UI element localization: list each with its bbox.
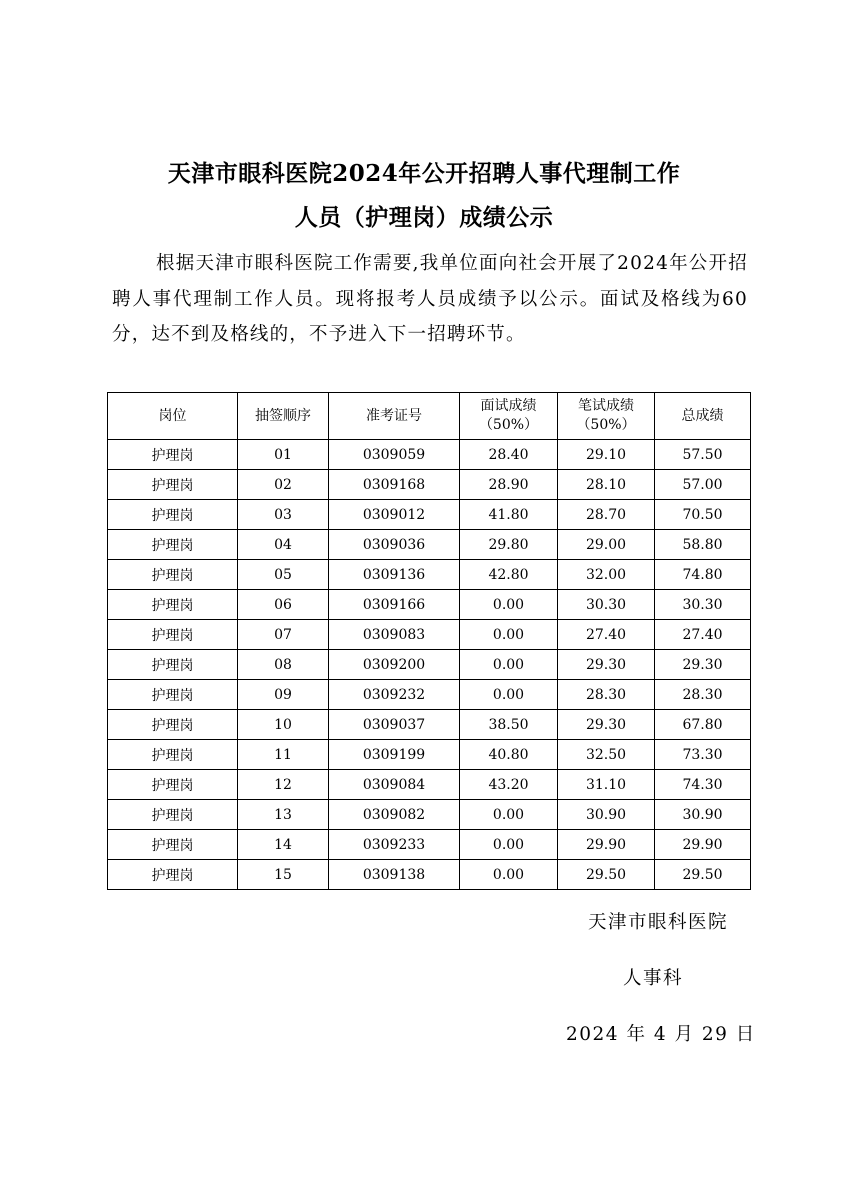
cell-interview-score: 43.20 — [460, 770, 558, 800]
cell-interview-score: 0.00 — [460, 830, 558, 860]
cell-position: 护理岗 — [108, 770, 238, 800]
table-header-row — [108, 393, 751, 440]
cell-ticket-number: 0309082 — [329, 800, 460, 830]
cell-written-score: 32.50 — [558, 740, 655, 770]
cell-draw-order: 11 — [238, 740, 329, 770]
table-row — [108, 560, 751, 590]
cell-position: 护理岗 — [108, 800, 238, 830]
column-header-label: 抽签顺序 — [255, 407, 311, 424]
table-row — [108, 770, 751, 800]
cell-position: 护理岗 — [108, 650, 238, 680]
cell-draw-order: 14 — [238, 830, 329, 860]
cell-total-score: 73.30 — [655, 740, 751, 770]
cell-written-score: 27.40 — [558, 620, 655, 650]
table-row — [108, 830, 751, 860]
document-title-line1: 天津市眼科医院2024年公开招聘人事代理制工作 — [167, 160, 681, 187]
cell-written-score: 29.50 — [558, 860, 655, 890]
cell-total-score: 58.80 — [655, 530, 751, 560]
cell-draw-order: 12 — [238, 770, 329, 800]
cell-total-score: 30.30 — [655, 590, 751, 620]
cell-draw-order: 13 — [238, 800, 329, 830]
cell-position: 护理岗 — [108, 530, 238, 560]
intro-paragraph — [112, 246, 748, 353]
column-header-label: 面试成绩 — [480, 398, 537, 414]
cell-total-score: 57.00 — [655, 470, 751, 500]
table-row — [108, 800, 751, 830]
cell-interview-score: 29.80 — [460, 530, 558, 560]
column-header-label: 岗位 — [158, 407, 187, 424]
cell-interview-score: 0.00 — [460, 680, 558, 710]
cell-ticket-number: 0309138 — [329, 860, 460, 890]
table-row — [108, 710, 751, 740]
cell-draw-order: 09 — [238, 680, 329, 710]
cell-written-score: 28.30 — [558, 680, 655, 710]
cell-ticket-number: 0309168 — [329, 470, 460, 500]
cell-total-score: 70.50 — [655, 500, 751, 530]
cell-ticket-number: 0309199 — [329, 740, 460, 770]
cell-position: 护理岗 — [108, 620, 238, 650]
cell-written-score: 29.10 — [558, 440, 655, 470]
cell-position: 护理岗 — [108, 560, 238, 590]
table-body — [108, 440, 751, 890]
cell-total-score: 29.90 — [655, 830, 751, 860]
cell-ticket-number: 0309059 — [329, 440, 460, 470]
cell-ticket-number: 0309233 — [329, 830, 460, 860]
cell-total-score: 27.40 — [655, 620, 751, 650]
signature-organization: 天津市眼科医院 — [588, 912, 729, 933]
column-header-weight: （50%） — [478, 417, 539, 433]
cell-written-score: 31.10 — [558, 770, 655, 800]
cell-ticket-number: 0309136 — [329, 560, 460, 590]
cell-draw-order: 10 — [238, 710, 329, 740]
cell-written-score: 29.30 — [558, 710, 655, 740]
cell-ticket-number: 0309166 — [329, 590, 460, 620]
column-header-label: 笔试成绩 — [578, 398, 634, 414]
cell-draw-order: 03 — [238, 500, 329, 530]
cell-interview-score: 0.00 — [460, 620, 558, 650]
cell-written-score: 30.90 — [558, 800, 655, 830]
document-title-line2: 人员（护理岗）成绩公示 — [294, 204, 554, 231]
cell-interview-score: 28.40 — [460, 440, 558, 470]
cell-position: 护理岗 — [108, 590, 238, 620]
cell-draw-order: 07 — [238, 620, 329, 650]
table-row — [108, 500, 751, 530]
cell-ticket-number: 0309037 — [329, 710, 460, 740]
column-header-total-score — [655, 393, 751, 440]
cell-total-score: 74.80 — [655, 560, 751, 590]
cell-written-score: 28.70 — [558, 500, 655, 530]
cell-written-score: 29.90 — [558, 830, 655, 860]
cell-position: 护理岗 — [108, 740, 238, 770]
table-row — [108, 470, 751, 500]
table-row — [108, 860, 751, 890]
table-row — [108, 650, 751, 680]
cell-total-score: 30.90 — [655, 800, 751, 830]
cell-interview-score: 0.00 — [460, 800, 558, 830]
column-header-label: 总成绩 — [681, 407, 724, 424]
column-header-ticket-number — [329, 393, 460, 440]
table-row — [108, 590, 751, 620]
cell-draw-order: 15 — [238, 860, 329, 890]
cell-ticket-number: 0309083 — [329, 620, 460, 650]
cell-draw-order: 04 — [238, 530, 329, 560]
cell-written-score: 32.00 — [558, 560, 655, 590]
table-row — [108, 530, 751, 560]
cell-total-score: 29.30 — [655, 650, 751, 680]
cell-interview-score: 42.80 — [460, 560, 558, 590]
cell-interview-score: 0.00 — [460, 860, 558, 890]
table-row — [108, 620, 751, 650]
table-row — [108, 740, 751, 770]
cell-position: 护理岗 — [108, 860, 238, 890]
column-header-position — [108, 393, 238, 440]
intro-text: 根据天津市眼科医院工作需要,我单位面向社会开展了2024年公开招聘人事代理制工作人员。现将报考人员成绩予以公示。面试及格线为60分，达不到及格线的，不予进入下一招聘环节。 — [112, 253, 748, 345]
cell-draw-order: 06 — [238, 590, 329, 620]
cell-position: 护理岗 — [108, 440, 238, 470]
cell-interview-score: 40.80 — [460, 740, 558, 770]
cell-position: 护理岗 — [108, 500, 238, 530]
cell-ticket-number: 0309036 — [329, 530, 460, 560]
cell-draw-order: 01 — [238, 440, 329, 470]
cell-interview-score: 0.00 — [460, 650, 558, 680]
cell-interview-score: 28.90 — [460, 470, 558, 500]
cell-ticket-number: 0309012 — [329, 500, 460, 530]
cell-ticket-number: 0309200 — [329, 650, 460, 680]
cell-ticket-number: 0309084 — [329, 770, 460, 800]
cell-interview-score: 38.50 — [460, 710, 558, 740]
column-header-interview-score — [460, 393, 558, 440]
cell-written-score: 29.30 — [558, 650, 655, 680]
cell-position: 护理岗 — [108, 470, 238, 500]
column-header-draw-order — [238, 393, 329, 440]
cell-interview-score: 0.00 — [460, 590, 558, 620]
cell-total-score: 57.50 — [655, 440, 751, 470]
cell-position: 护理岗 — [108, 710, 238, 740]
cell-position: 护理岗 — [108, 830, 238, 860]
cell-position: 护理岗 — [108, 680, 238, 710]
cell-total-score: 29.50 — [655, 860, 751, 890]
signature-date: 2024 年 4 月 29 日 — [566, 1024, 756, 1045]
column-header-weight: （50%） — [576, 417, 636, 433]
cell-written-score: 29.00 — [558, 530, 655, 560]
cell-written-score: 30.30 — [558, 590, 655, 620]
column-header-label: 准考证号 — [366, 407, 422, 424]
signature-department: 人事科 — [623, 968, 684, 989]
cell-total-score: 67.80 — [655, 710, 751, 740]
cell-interview-score: 41.80 — [460, 500, 558, 530]
cell-written-score: 28.10 — [558, 470, 655, 500]
table-row — [108, 680, 751, 710]
cell-draw-order: 08 — [238, 650, 329, 680]
column-header-written-score — [558, 393, 655, 440]
cell-total-score: 28.30 — [655, 680, 751, 710]
cell-draw-order: 02 — [238, 470, 329, 500]
cell-draw-order: 05 — [238, 560, 329, 590]
scores-table — [107, 392, 751, 890]
cell-ticket-number: 0309232 — [329, 680, 460, 710]
table-row — [108, 440, 751, 470]
cell-total-score: 74.30 — [655, 770, 751, 800]
